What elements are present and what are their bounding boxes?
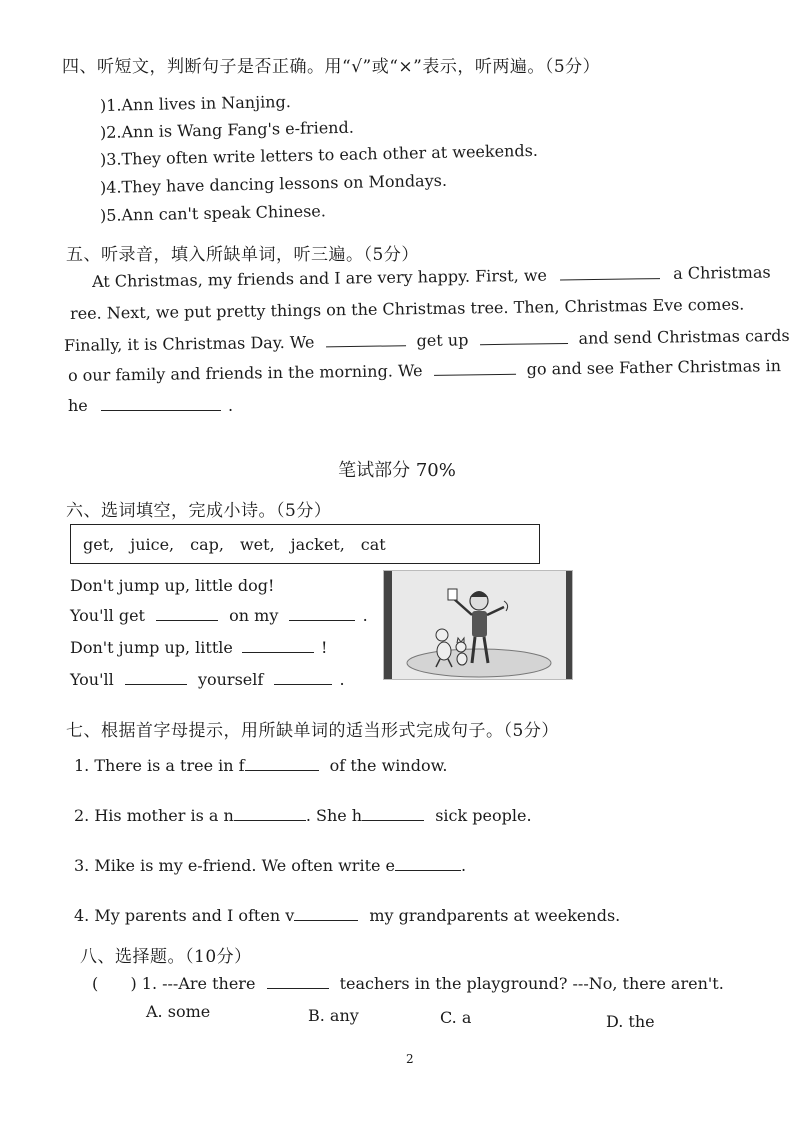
answer-blank[interactable] (289, 606, 355, 621)
answer-blank[interactable] (294, 906, 358, 921)
written-part-title: 笔试部分 70% (338, 460, 456, 481)
passage-text: go and see Father Christmas in (526, 356, 782, 379)
word-bank-item: cat (360, 534, 386, 554)
item-text: . (461, 856, 467, 875)
poem-text: on my (229, 606, 279, 625)
passage-text: get up (416, 330, 469, 351)
question-text: teachers in the playground? ---No, there aren't. (339, 974, 724, 993)
fill-item-2 (74, 806, 532, 825)
item-text: 2. His mother is a n (74, 806, 234, 825)
passage-line-4 (68, 356, 781, 385)
answer-blank[interactable] (560, 264, 660, 280)
poem-text: yourself (197, 670, 264, 689)
judge-item-1: )1.Ann lives in Nanjing. (99, 92, 292, 115)
poem-text: You'll get (70, 606, 145, 625)
answer-blank[interactable] (101, 396, 221, 411)
answer-blank[interactable] (234, 806, 306, 821)
judge-item-4: )4.They have dancing lessons on Mondays. (99, 170, 448, 197)
section-4-heading: 四、听短文，判断句子是否正确。用“√”或“×”表示，听两遍。（5分） (62, 57, 601, 77)
option-d[interactable]: D. the (606, 1012, 655, 1031)
item-text: . She h (305, 806, 363, 825)
poem-text: You'll (70, 670, 114, 689)
passage-text: Finally, it is Christmas Day. We (63, 332, 315, 355)
judge-item-2: )2.Ann is Wang Fang's e-friend. (99, 117, 355, 142)
poem-text: ! (321, 638, 328, 657)
poem-text: . (362, 606, 368, 625)
poem-line-3 (70, 638, 327, 657)
passage-text: o our family and friends in the morning. We (67, 361, 423, 385)
answer-blank (267, 974, 329, 989)
choice-question-1 (92, 974, 724, 993)
word-bank-item: wet, (239, 534, 275, 554)
passage-text: At Christmas, my friends and I are very happy. First, we (91, 265, 548, 291)
word-bank-item: juice, (130, 534, 175, 554)
item-text: of the window. (329, 756, 448, 775)
poem-line-1 (70, 576, 274, 595)
answer-blank[interactable] (395, 856, 461, 871)
poem-text: . (339, 670, 345, 689)
answer-blank[interactable] (362, 806, 424, 821)
answer-blank[interactable] (242, 638, 314, 653)
answer-blank[interactable] (125, 670, 187, 685)
answer-blank[interactable] (325, 331, 405, 347)
passage-line-3 (64, 326, 790, 355)
poem-line-2 (70, 606, 368, 625)
answer-blank[interactable] (245, 756, 319, 771)
answer-paren-open[interactable]: ( (92, 974, 99, 993)
section-8-heading: 八、选择题。（10分） (80, 947, 252, 967)
poem-illustration (383, 570, 573, 680)
answer-blank[interactable] (433, 360, 515, 376)
item-text: 3. Mike is my e-friend. We often write e (74, 856, 396, 875)
boy-dog-cat-image (384, 571, 573, 680)
poem-text: Don't jump up, little dog! (70, 576, 275, 595)
poem-text: Don't jump up, little (70, 638, 233, 657)
answer-blank[interactable] (479, 329, 567, 345)
question-text: ) 1. ---Are there (130, 974, 256, 993)
item-text: 1. There is a tree in f (74, 756, 245, 775)
passage-text: and send Christmas cards (578, 325, 790, 348)
fill-item-3 (74, 856, 466, 875)
poem-line-4 (70, 670, 345, 689)
page-number: 2 (406, 1052, 414, 1066)
word-bank (70, 524, 540, 564)
item-text: sick people. (435, 806, 532, 825)
passage-line-2 (70, 295, 745, 323)
section-7-heading: 七、根据首字母提示，用所缺单词的适当形式完成句子。（5分） (66, 721, 559, 741)
answer-blank[interactable] (156, 606, 218, 621)
option-c[interactable]: C. a (440, 1008, 472, 1027)
section-5-heading: 五、听录音，填入所缺单词，听三遍。（5分） (66, 245, 419, 265)
passage-line-1 (92, 263, 771, 291)
option-a[interactable]: A. some (146, 1002, 211, 1021)
passage-text: he (68, 396, 88, 415)
section-6-heading: 六、选词填空，完成小诗。（5分） (66, 501, 332, 521)
judge-item-5: )5.Ann can't speak Chinese. (99, 201, 327, 225)
fill-item-4 (74, 906, 620, 925)
word-bank-item: cap, (190, 534, 224, 554)
judge-item-3: )3.They often write letters to each other at weekends. (99, 140, 539, 169)
item-text: my grandparents at weekends. (369, 906, 621, 925)
item-text: 4. My parents and I often v (74, 906, 295, 925)
passage-line-5 (68, 396, 233, 415)
passage-text: . (227, 396, 234, 415)
option-b[interactable]: B. any (308, 1006, 359, 1025)
word-bank-item: jacket, (290, 534, 345, 554)
fill-item-1 (74, 756, 447, 775)
word-bank-item: get, (83, 534, 115, 554)
passage-text: a Christmas (672, 262, 771, 283)
passage-text: ree. Next, we put pretty things on the Christmas tree. Then, Christmas Eve comes. (69, 294, 745, 323)
answer-blank[interactable] (274, 670, 332, 685)
